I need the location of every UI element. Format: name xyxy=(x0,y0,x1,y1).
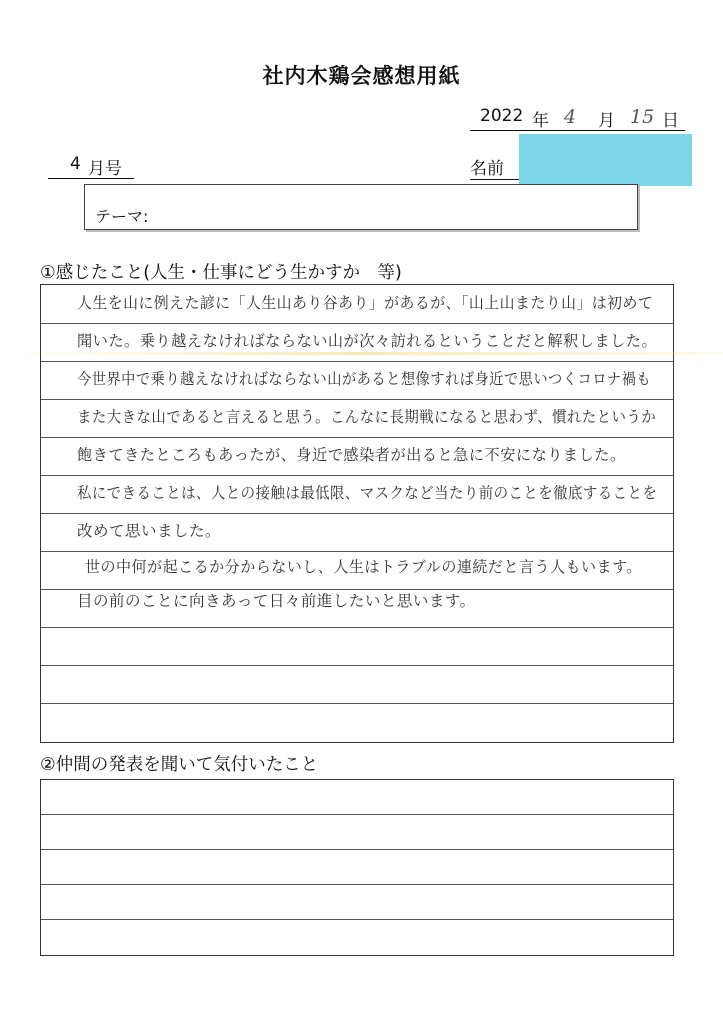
date-year-unit: 年 xyxy=(532,111,549,131)
theme-field[interactable] xyxy=(84,184,638,230)
section2-heading: ②仲間の発表を聞いて気付いたこと xyxy=(40,755,319,775)
date-day: 15 xyxy=(630,106,655,128)
handwritten-line: 世の中何が起こるか分からないし、人生はトラブルの連続だと言う人もいます。 xyxy=(85,558,642,576)
ruled-line xyxy=(41,437,673,438)
ruled-line xyxy=(41,399,673,400)
date-month: 4 xyxy=(564,106,577,128)
name-label: 名前 xyxy=(470,159,504,179)
date-month-unit: 月 xyxy=(598,111,615,131)
name-redaction xyxy=(519,134,692,186)
handwritten-line: 聞いた。乗り越えなければならない山が次々訪れるということだと解釈しました。 xyxy=(77,332,658,350)
ruled-line xyxy=(41,361,673,362)
date-day-unit: 日 xyxy=(662,111,679,131)
ruled-line xyxy=(41,551,673,552)
section2-answer-box[interactable] xyxy=(40,779,674,956)
date-year: 2022 xyxy=(480,106,524,126)
ruled-line xyxy=(41,323,673,324)
ruled-line xyxy=(41,475,673,476)
ruled-line xyxy=(41,814,673,815)
date-field[interactable] xyxy=(470,104,685,131)
ruled-line xyxy=(41,513,673,514)
section1-heading: ①感じたこと(人生・仕事にどう生かすか 等) xyxy=(40,263,402,283)
handwritten-line: 目の前のことに向きあって日々前進したいと思います。 xyxy=(77,592,476,610)
issue-label: 月号 xyxy=(88,159,122,179)
handwritten-line: 今世界中で乗り越えなければならない山があると想像すれば身近で思いつくコロナ禍も xyxy=(77,370,652,388)
handwritten-line: 飽きてきたところもあったが、身近で感染者が出ると急に不安になりました。 xyxy=(77,446,626,464)
form-title: 社内木鶏会感想用紙 xyxy=(262,64,461,88)
ruled-line xyxy=(41,627,673,628)
handwritten-line: 改めて思いました。 xyxy=(77,522,222,540)
scan-artifact xyxy=(0,352,723,355)
issue-field[interactable] xyxy=(48,152,134,179)
ruled-line xyxy=(41,919,673,920)
ruled-line xyxy=(41,703,673,704)
issue-month: 4 xyxy=(70,154,81,174)
ruled-line xyxy=(41,849,673,850)
ruled-line xyxy=(41,884,673,885)
handwritten-line: 私にできることは、人との接触は最低限、マスクなど当たり前のことを徹底することを xyxy=(77,484,658,502)
handwritten-line: 人生を山に例えた諺に「人生山あり谷あり」があるが、「山上山またり山」は初めて xyxy=(77,294,654,312)
ruled-line xyxy=(41,665,673,666)
handwritten-line: また大きな山であると言えると思う。こんなに長期戦になると思わず、慣れたというか xyxy=(77,408,657,426)
theme-label: テーマ: xyxy=(95,207,149,226)
